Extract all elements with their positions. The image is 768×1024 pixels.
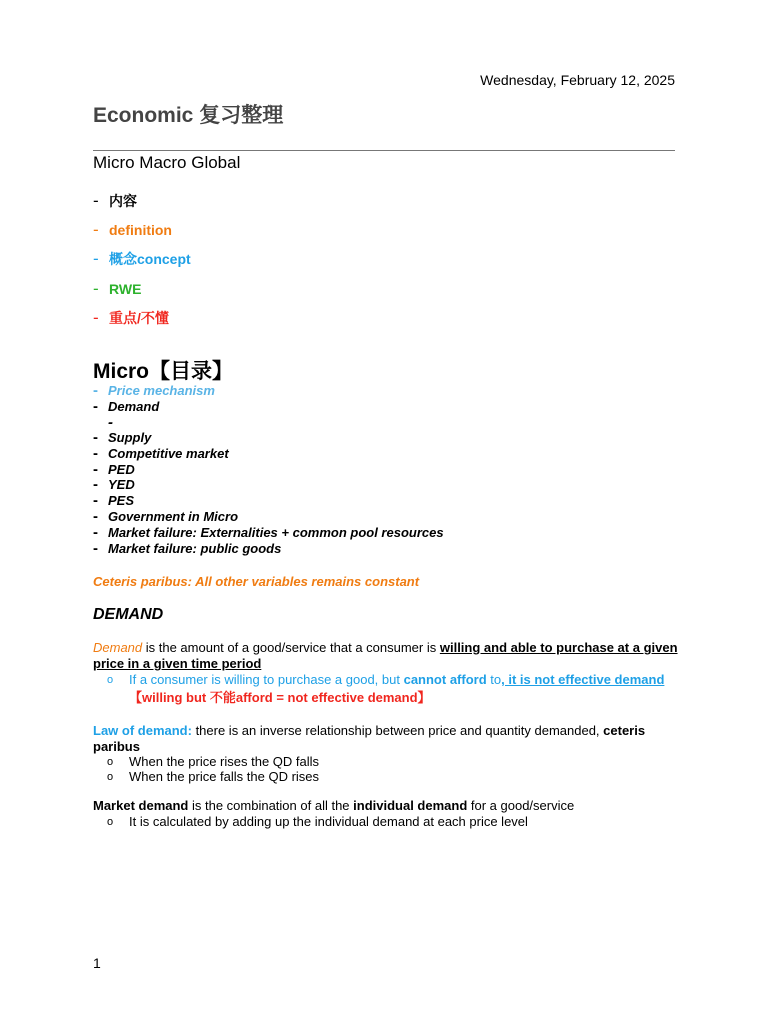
toc-item: - Market failure: Externalities + common pool resources [93, 523, 444, 541]
toc-item: - Demand [93, 398, 160, 416]
bullet-icon: o [107, 674, 114, 686]
demand-term: Demand [93, 640, 143, 655]
color-legend [93, 186, 191, 332]
demand-emphasis: willing and able to purchase at a given price in a given time period [93, 640, 678, 671]
toc-item: - PES [93, 492, 135, 510]
legend-item: - 概念concept [93, 249, 191, 269]
toc-item: - Competitive market [93, 444, 229, 462]
legend-item: - RWE [93, 278, 142, 298]
list-item: o When the price falls the QD rises [107, 769, 320, 784]
demand-heading: DEMAND [93, 606, 164, 623]
toc-item: - YED [93, 476, 135, 494]
bullet-icon: o [107, 771, 114, 783]
toc-item: - Market failure: public goods [93, 539, 282, 557]
law-term: Law of demand: [93, 723, 192, 738]
page-number: 1 [93, 955, 101, 971]
document-subtitle: Micro Macro Global [93, 153, 241, 172]
toc-item: - Supply [93, 429, 152, 446]
list-item: o If a consumer is willing to purchase a good, but cannot afford to, it is not effective demand【willing but 不能afford = not effective demand】 [107, 672, 665, 705]
toc-item: - PED [93, 460, 135, 478]
list-item: o It is calculated by adding up the individual demand at each price level [107, 814, 528, 829]
ceteris-paribus-definition: Ceteris paribus: All other variables remains constant [93, 574, 420, 589]
bullet-icon: o [107, 816, 114, 828]
legend-item: - 内容 [93, 190, 137, 210]
market-demand-definition: Market demand is the combination of all the individual demand for a good/service [93, 798, 575, 813]
toc-item: - Price mechanism [93, 382, 215, 400]
toc-item-empty: - [108, 413, 113, 431]
list-item: o When the price rises the QD falls [107, 754, 320, 769]
document-title: Economic 复习整理 [93, 104, 284, 127]
bullet-icon: o [107, 756, 114, 768]
legend-item: - definition [93, 219, 172, 239]
title-divider [93, 150, 675, 151]
legend-item: - 重点/不懂 [93, 307, 169, 327]
micro-toc [93, 383, 444, 556]
document-date: Wednesday, February 12, 2025 [480, 72, 675, 88]
demand-definition: Demand is the amount of a good/service that a consumer is willing and able to purchase at a given price in a given time period [93, 640, 678, 671]
toc-item: - Government in Micro [93, 507, 239, 525]
law-of-demand: Law of demand: there is an inverse relationship between price and quantity demanded, ceteris paribus [93, 723, 646, 754]
micro-heading: Micro【目录】 [93, 360, 234, 383]
